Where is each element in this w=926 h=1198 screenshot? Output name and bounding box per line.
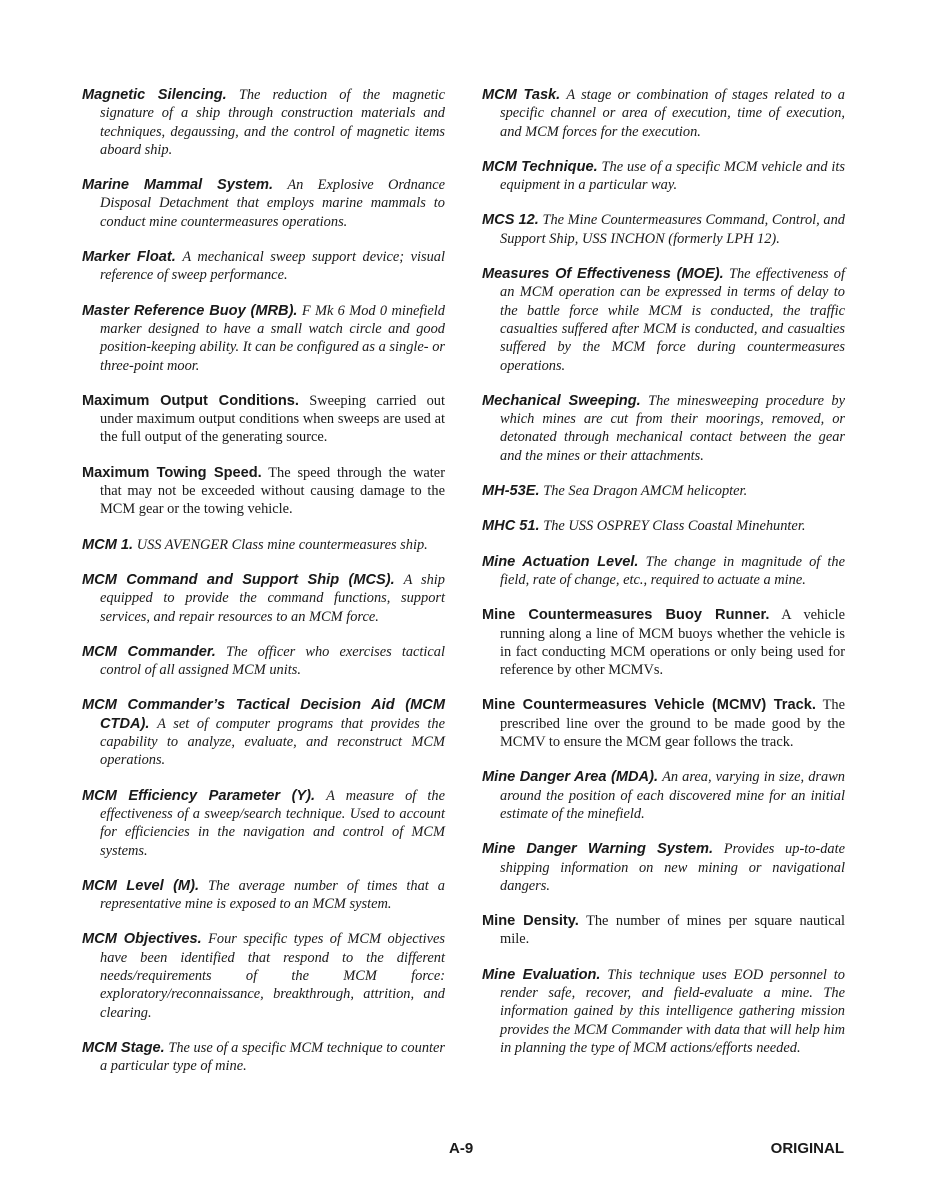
page-number: A-9 bbox=[449, 1140, 474, 1157]
glossary-definition: The number of mines per square nautical mile. bbox=[500, 913, 845, 948]
glossary-entry bbox=[82, 392, 445, 447]
right-column bbox=[482, 86, 845, 1074]
glossary-definition: A mechanical sweep support device; visual reference of sweep performance. bbox=[100, 249, 445, 284]
glossary-entry bbox=[482, 840, 845, 895]
glossary-entry bbox=[82, 302, 445, 375]
glossary-definition: A stage or combination of stages related to a specific channel or area of execution, time of execution, and MCM forces for the execution. bbox=[500, 87, 845, 140]
glossary-term: MCM Level (M). bbox=[82, 877, 199, 894]
glossary-entry bbox=[482, 392, 845, 465]
glossary-entry bbox=[82, 696, 445, 769]
glossary-term: MHC 51. bbox=[482, 518, 540, 535]
glossary-entry bbox=[482, 517, 845, 535]
glossary-term: MH-53E. bbox=[482, 483, 540, 500]
glossary-definition: An area, varying in size, drawn around the position of each discovered mine for an initial estimate of the minefield. bbox=[500, 769, 845, 822]
glossary-entry bbox=[482, 482, 845, 500]
glossary-definition: The officer who exercises tactical control of all assigned MCM units. bbox=[100, 643, 445, 679]
glossary-term: Mine Actuation Level. bbox=[482, 553, 639, 570]
glossary-entry bbox=[482, 606, 845, 679]
glossary-term: MCM Command and Support Ship (MCS). bbox=[82, 571, 395, 588]
glossary-entry bbox=[82, 1039, 445, 1076]
glossary-definition: The Sea Dragon AMCM helicopter. bbox=[543, 483, 748, 500]
glossary-definition: USS AVENGER Class mine countermeasures ship. bbox=[136, 536, 428, 553]
glossary-entry bbox=[82, 536, 445, 554]
glossary-entry bbox=[482, 768, 845, 823]
glossary-definition: The reduction of the magnetic signature of a ship through construction materials and techniques, degaussing, and the control of magnetic items aboard ship. bbox=[100, 87, 445, 158]
glossary-definition: The use of a specific MCM vehicle and its equipment in a particular way. bbox=[500, 158, 845, 194]
glossary-entry bbox=[82, 877, 445, 914]
glossary-term: MCM Task. bbox=[482, 87, 561, 103]
glossary-definition: Sweeping carried out under maximum output conditions when sweeps are used at the full output of the generating source. bbox=[100, 392, 445, 446]
glossary-term: Measures Of Effectiveness (MOE). bbox=[482, 266, 724, 283]
glossary-term: Maximum Towing Speed. bbox=[82, 464, 262, 481]
glossary-entry bbox=[82, 248, 445, 285]
glossary-definition: F Mk 6 Mod 0 minefield marker designed to have a small watch circle and good position-keeping ability. It can be configured as a single- or three-point moor. bbox=[100, 302, 445, 374]
glossary-definition: The use of a specific MCM technique to counter a particular type of mine. bbox=[100, 1039, 445, 1075]
glossary-entry bbox=[482, 211, 845, 248]
glossary-term: Maximum Output Conditions. bbox=[82, 392, 299, 409]
glossary-term: MCS 12. bbox=[482, 212, 539, 229]
glossary-entry bbox=[82, 787, 445, 860]
glossary-entry bbox=[82, 176, 445, 231]
glossary-term: MCM Objectives. bbox=[82, 931, 202, 948]
page-status: ORIGINAL bbox=[770, 1140, 844, 1157]
glossary-definition: The effectiveness of an MCM operation can be expressed in terms of delay to the battle force while MCM is conducted, the traffic casualties suffered after MCM is conducted, and casualties suffered by the MCM force during countermeasures operations. bbox=[500, 266, 846, 374]
glossary-term: Mine Countermeasures Buoy Runner. bbox=[482, 607, 770, 624]
glossary-definition: An Explosive Ordnance Disposal Detachment that employs marine mammals to conduct mine countermeasures operations. bbox=[100, 177, 445, 230]
glossary-definition: A measure of the effectiveness of a sweep/search technique. Used to account for efficiencies in the navigation and control of MCM systems. bbox=[100, 787, 445, 859]
glossary-term: Marine Mammal System. bbox=[82, 177, 274, 194]
glossary-definition: The speed through the water that may not be exceeded without causing damage to the MCM gear or the towing vehicle. bbox=[100, 464, 445, 518]
glossary-entry bbox=[482, 966, 845, 1057]
glossary-entry bbox=[82, 86, 445, 159]
glossary-term: MCM Commander’s Tactical Decision Aid (MCM CTDA). bbox=[82, 697, 445, 732]
glossary-term: Mine Danger Warning System. bbox=[482, 841, 714, 858]
glossary-term: MCM Commander. bbox=[82, 643, 216, 660]
glossary-definition: Four specific types of MCM objectives have been identified that respond to the different needs/requirements of the MCM force: exploratory/reconnaissance, breakthrough, attrition, and clearing. bbox=[100, 931, 445, 1021]
glossary-term: Master Reference Buoy (MRB). bbox=[82, 302, 298, 319]
glossary-definition: The USS OSPREY Class Coastal Minehunter. bbox=[543, 518, 806, 535]
glossary-entry bbox=[82, 571, 445, 626]
glossary-definition: The minesweeping procedure by which mines are cut from their moorings, removed, or detonated through mechanical contact between the gear and the mines or their attachments. bbox=[500, 392, 845, 464]
glossary-definition: The change in magnitude of the field, rate of change, etc., required to actuate a mine. bbox=[500, 553, 845, 588]
glossary-entry bbox=[482, 158, 845, 195]
glossary-entry bbox=[482, 696, 845, 751]
glossary-term: Mine Density. bbox=[482, 913, 579, 930]
left-column bbox=[82, 86, 445, 1092]
glossary-entry bbox=[482, 553, 845, 590]
glossary-term: Mine Countermeasures Vehicle (MCMV) Track. bbox=[482, 697, 816, 714]
glossary-term: MCM Stage. bbox=[82, 1039, 165, 1056]
glossary-term: MCM Efficiency Parameter (Y). bbox=[82, 787, 316, 804]
glossary-term: Mine Danger Area (MDA). bbox=[482, 769, 659, 786]
glossary-definition: The average number of times that a representative mine is exposed to an MCM system. bbox=[100, 877, 445, 913]
glossary-entry bbox=[482, 86, 845, 141]
glossary-definition: The Mine Countermeasures Command, Control, and Support Ship, USS INCHON (formerly LPH 12). bbox=[500, 212, 845, 247]
glossary-entry bbox=[82, 643, 445, 680]
glossary-entry bbox=[82, 930, 445, 1021]
glossary-definition: Provides up-to-date shipping information on new mining or navigational dangers. bbox=[500, 841, 846, 894]
glossary-term: Mine Evaluation. bbox=[482, 966, 601, 983]
glossary-term: Marker Float. bbox=[82, 249, 176, 266]
glossary-entry bbox=[82, 464, 445, 519]
glossary-definition: This technique uses EOD personnel to render safe, recover, and field-evaluate a mine. The information gained by this intelligence gathering mission provides the MCM Commander with data that will help him in planning the type of MCM actions/efforts needed. bbox=[500, 966, 845, 1056]
glossary-definition: A set of computer programs that provides the capability to analyze, evaluate, and reconstruct MCM operations. bbox=[100, 715, 445, 769]
glossary-definition: A vehicle running along a line of MCM buoys whether the vehicle is in fact conducting MCM operations or only being used for reference by other MCMVs. bbox=[500, 607, 845, 679]
glossary-term: MCM 1. bbox=[82, 536, 134, 553]
glossary-entry bbox=[482, 912, 845, 949]
glossary-entry bbox=[482, 265, 845, 375]
glossary-definition: The prescribed line over the ground to be made good by the MCMV to ensure the MCM gear follows the track. bbox=[500, 697, 845, 751]
glossary-definition: A ship equipped to provide the command functions, support services, and repair resources to an MCM force. bbox=[100, 571, 445, 625]
glossary-term: Magnetic Silencing. bbox=[82, 87, 227, 103]
glossary-term: MCM Technique. bbox=[482, 158, 598, 175]
glossary-term: Mechanical Sweeping. bbox=[482, 392, 641, 409]
